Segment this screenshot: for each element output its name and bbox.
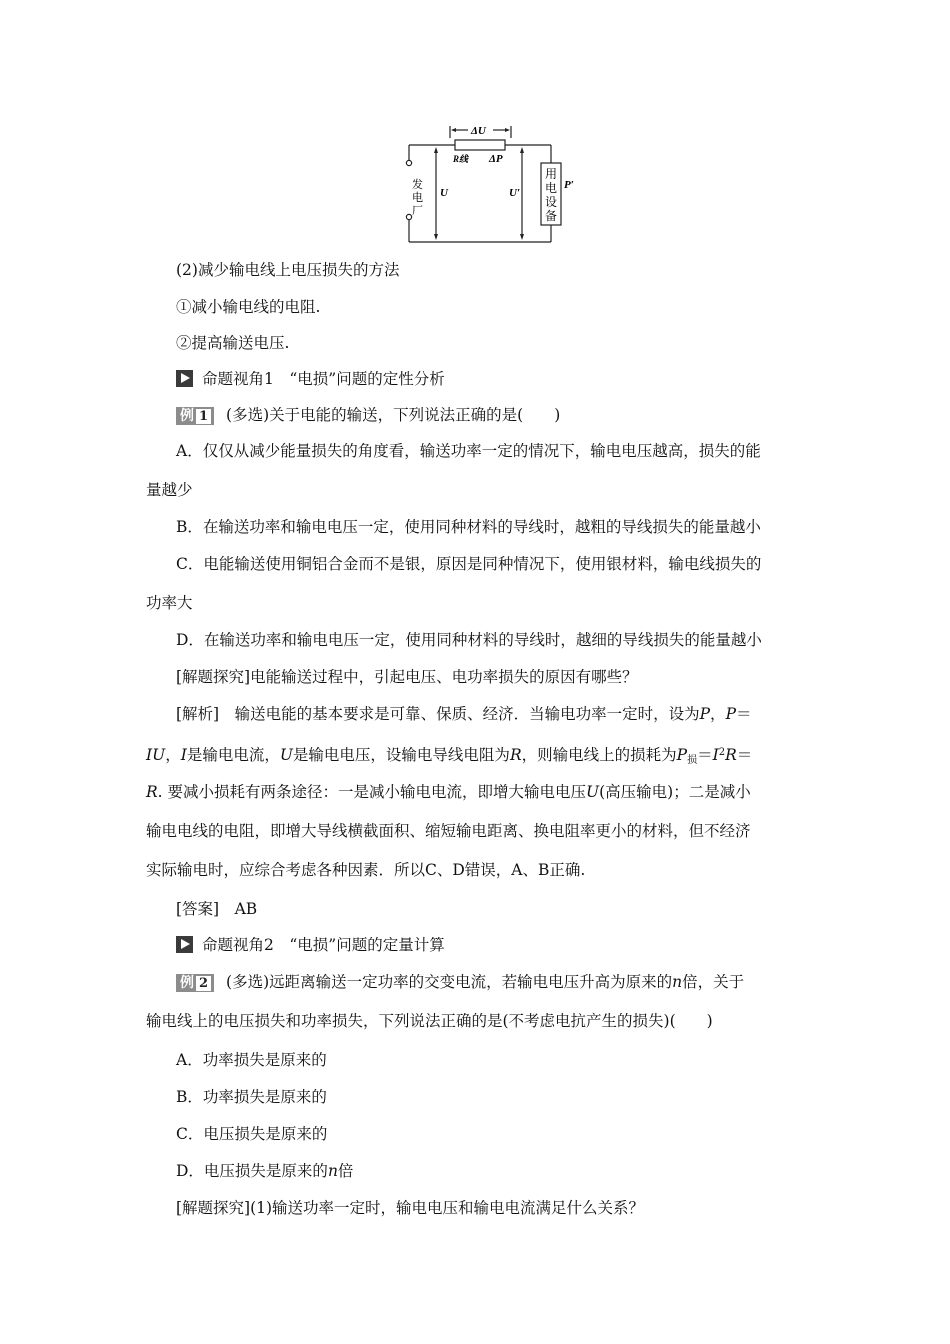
example-1-option-c-line1: C．电能输送使用铜铝合金而不是银，原因是同种情况下，使用银材料，输电线损失的 <box>176 555 762 573</box>
option-text: 倍 <box>337 1162 354 1180</box>
method-heading: (2)减少输电线上电压损失的方法 <box>176 261 400 279</box>
symbol-r: R <box>725 746 737 764</box>
analysis-line-4: 输电电线的电阻，即增大导线横截面积、缩短输电距离、换电阻率更小的材料，但不经济 <box>146 822 751 840</box>
analysis-text: (高压输电)；二是减小 <box>599 783 751 801</box>
example-badge-char: 例 <box>180 975 194 991</box>
example-badge-number: 2 <box>196 976 211 991</box>
perspective-1-heading <box>176 368 445 390</box>
example-1-stem: (多选)关于电能的输送，下列说法正确的是( ) <box>226 406 561 424</box>
symbol-r: R <box>509 746 522 764</box>
device-char-1: 用 <box>545 167 558 181</box>
play-triangle-icon <box>176 370 193 387</box>
perspective-2-heading <box>176 934 445 956</box>
equals-sign: ＝ <box>736 705 752 723</box>
example-1-option-a-line2: 量越少 <box>146 481 193 499</box>
example-2-stem-line2: 输电线上的电压损失和功率损失，下列说法正确的是(不考虑电抗产生的损失)( ) <box>146 1012 713 1030</box>
analysis-text: 是输电电流， <box>186 746 280 764</box>
example-1-option-d: D．在输送功率和输电电压一定，使用同种材料的导线时，越细的导线损失的能量越小 <box>176 631 762 649</box>
generator-char-3: 厂 <box>412 204 423 217</box>
analysis-text: 是输电电压，设输电导线电阻为 <box>292 746 510 764</box>
example-1-stem-line <box>176 404 560 426</box>
perspective-1-title: 命题视角1 “电损”问题的定性分析 <box>202 370 445 388</box>
symbol-p: P <box>725 705 736 723</box>
superscript-2: 2 <box>718 747 726 758</box>
symbol-iu: IU <box>146 746 166 764</box>
symbol-n: n <box>327 1162 338 1180</box>
symbol-u: U <box>279 746 293 764</box>
example-2-badge <box>176 974 214 992</box>
equals-sign: ＝ <box>736 746 753 764</box>
analysis-line-3 <box>146 781 751 803</box>
example-badge-char: 例 <box>180 408 194 424</box>
symbol-r: R <box>146 783 158 801</box>
analysis-line-1 <box>176 703 752 725</box>
device-char-3: 设 <box>545 195 558 209</box>
analysis-line-5: 实际输电时，应综合考虑各种因素．所以C、D错误，A、B正确. <box>146 861 586 879</box>
analysis-text: ， <box>165 746 181 764</box>
method-item-2: ②提高输送电压. <box>176 334 290 352</box>
method-item-1: ①减小输电线的电阻. <box>176 298 321 316</box>
symbol-p: P <box>699 705 711 723</box>
transmission-circuit-diagram <box>395 118 575 248</box>
example-2-option-d <box>176 1160 353 1182</box>
example-2-stem-line <box>176 971 744 993</box>
analysis-line-2 <box>146 742 752 772</box>
generator-char-2: 电 <box>412 191 423 204</box>
perspective-2-title: 命题视角2 “电损”问题的定量计算 <box>202 936 445 954</box>
example-2-option-a: A．功率损失是原来的 <box>176 1051 327 1069</box>
analysis-text: [解析] 输送电能的基本要求是可靠、保质、经济．当输电功率一定时，设为 <box>176 705 700 723</box>
example-2-explore: [解题探究](1)输送功率一定时，输电电压和输电电流满足什么关系？ <box>176 1199 645 1217</box>
analysis-text: ，则输电线上的损耗为 <box>521 746 677 764</box>
symbol-n: n <box>672 973 683 991</box>
analysis-text: ， <box>710 705 726 723</box>
example-2-option-b: B．功率损失是原来的 <box>176 1088 327 1106</box>
play-triangle-icon <box>176 936 193 953</box>
option-text: D．电压损失是原来的 <box>176 1162 328 1180</box>
equals-sign: ＝ <box>697 746 713 764</box>
example-2-option-c: C．电压损失是原来的 <box>176 1125 328 1143</box>
u-prime-label: U′ <box>509 187 521 199</box>
example-1-answer: [答案] AB <box>176 900 258 918</box>
u-label: U <box>440 187 448 199</box>
example-badge-number: 1 <box>196 409 211 424</box>
example-2-stem: 倍，关于 <box>682 973 745 991</box>
example-2-stem: (多选)远距离输送一定功率的交变电流，若输电电压升高为原来的 <box>226 973 673 991</box>
example-1-explore: [解题探究]电能输送过程中，引起电压、电功率损失的原因有哪些？ <box>176 668 638 686</box>
analysis-text: . 要减小损耗有两条途径：一是减小输电电流，即增大输电电压 <box>157 783 587 801</box>
symbol-p: P <box>676 746 688 764</box>
example-1-badge <box>176 407 214 425</box>
device-char-2: 电 <box>545 181 558 195</box>
subscript-loss: 损 <box>687 755 698 766</box>
p-prime-label: P′ <box>564 179 574 191</box>
symbol-u: U <box>586 783 600 801</box>
r-line-label: R线 <box>453 154 469 164</box>
symbol-i: I <box>712 746 719 764</box>
symbol-i: I <box>180 746 187 764</box>
device-char-4: 备 <box>545 209 558 223</box>
example-1-option-c-line2: 功率大 <box>146 594 193 612</box>
generator-char-1: 发 <box>412 178 423 191</box>
example-1-option-a-line1: A．仅仅从减少能量损失的角度看，输送功率一定的情况下，输电电压越高，损失的能 <box>176 442 761 460</box>
delta-p-label: ΔP <box>489 153 503 165</box>
delta-u-label: ΔU <box>471 125 486 137</box>
example-1-option-b: B．在输送功率和输电电压一定，使用同种材料的导线时，越粗的导线损失的能量越小 <box>176 518 761 536</box>
